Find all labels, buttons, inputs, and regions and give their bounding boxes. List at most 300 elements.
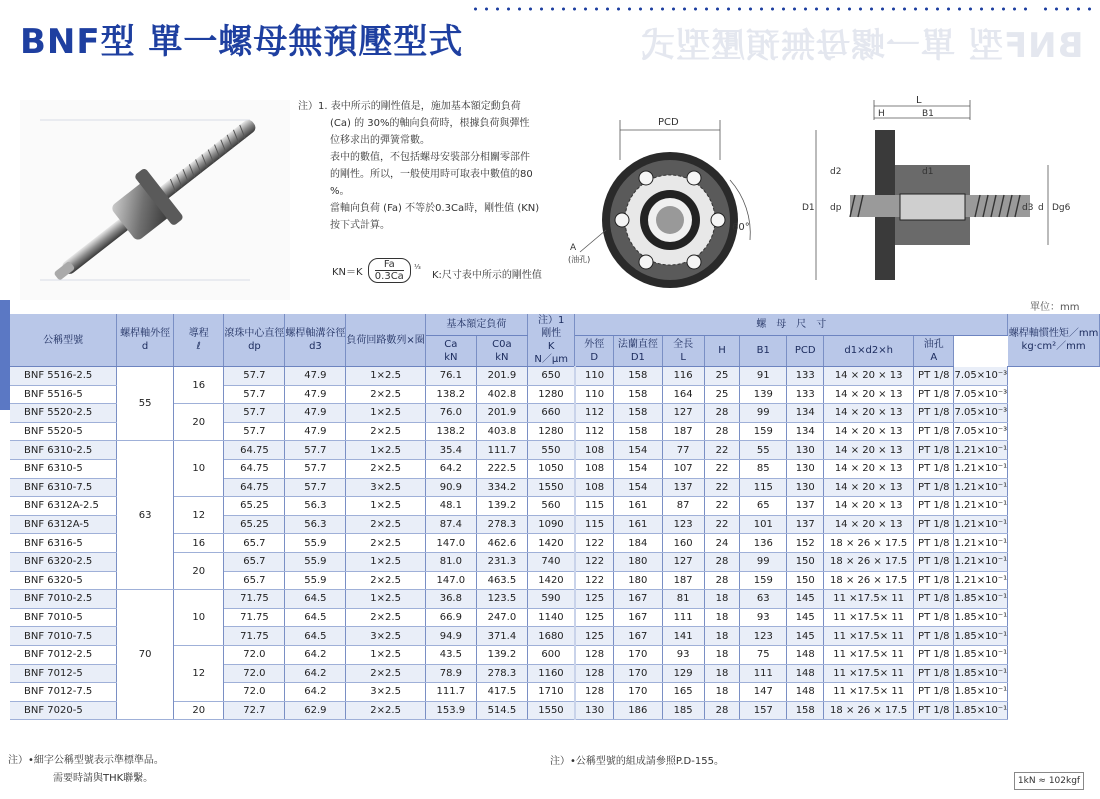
table-cell: 65.7	[224, 534, 285, 553]
col-rigidity: 注）1 剛性 K N／μm	[527, 314, 575, 367]
table-cell: 160	[662, 534, 704, 553]
col-ca: Ca kN	[425, 335, 476, 366]
table-cell: 71.75	[224, 627, 285, 646]
table-cell: 57.7	[285, 478, 346, 497]
table-cell: 7.05×10⁻³	[954, 404, 1008, 423]
table-cell: 128	[575, 664, 614, 683]
table-cell: 159	[740, 422, 787, 441]
table-cell: PT 1/8	[914, 552, 954, 571]
table-cell: 22	[704, 478, 740, 497]
table-cell: 148	[787, 683, 824, 702]
table-cell: PT 1/8	[914, 590, 954, 609]
table-cell: PT 1/8	[914, 534, 954, 553]
angle-label: 60°	[732, 222, 750, 233]
table-cell: 75	[740, 645, 787, 664]
table-cell: 153.9	[425, 701, 476, 720]
table-cell: PT 1/8	[914, 701, 954, 720]
col-h: H	[704, 335, 740, 366]
table-cell: 122	[575, 534, 614, 553]
table-cell: 81.0	[425, 552, 476, 571]
table-cell: 187	[662, 422, 704, 441]
table-cell: 72.0	[224, 664, 285, 683]
table-cell: 28	[704, 571, 740, 590]
table-cell: BNF 7012-5	[10, 664, 117, 683]
table-cell: 55.9	[285, 534, 346, 553]
table-cell: 11 ×17.5× 11	[824, 608, 914, 627]
note-line: %。	[330, 186, 350, 197]
table-cell: 25	[704, 385, 740, 404]
table-cell: BNF 7010-2.5	[10, 590, 117, 609]
d-label: d	[1038, 203, 1044, 213]
table-cell: 93	[740, 608, 787, 627]
footnote-model-code: 注）•公稱型號的組成請參照P.D-155。	[550, 756, 724, 767]
table-cell: 161	[614, 515, 663, 534]
table-cell: 122	[575, 552, 614, 571]
formula-fraction	[368, 258, 411, 283]
table-cell: BNF 6312A-5	[10, 515, 117, 534]
table-cell: 138.2	[425, 422, 476, 441]
table-cell: 71.75	[224, 608, 285, 627]
table-cell: 14 × 20 × 13	[824, 459, 914, 478]
table-cell: 94.9	[425, 627, 476, 646]
table-cell: 2×2.5	[346, 571, 425, 590]
d2-label: d2	[830, 167, 842, 177]
table-cell: 76.1	[425, 367, 476, 386]
note-line: 的剛性。所以，一般使用時可取表中數值的80	[330, 169, 533, 180]
table-cell: 14 × 20 × 13	[824, 515, 914, 534]
table-cell: 128	[575, 683, 614, 702]
table-cell: 550	[527, 441, 575, 460]
table-cell: 2×2.5	[346, 422, 425, 441]
table-cell: 11 ×17.5× 11	[824, 590, 914, 609]
table-cell: 122	[575, 571, 614, 590]
table-cell: 47.9	[285, 367, 346, 386]
col-inertia: 螺桿軸慣性矩／mm kg·cm²／mm	[1008, 314, 1100, 367]
table-cell: PT 1/8	[914, 645, 954, 664]
table-cell: 139.2	[476, 497, 527, 516]
table-cell: 107	[662, 459, 704, 478]
table-cell: 1.21×10⁻¹	[954, 441, 1008, 460]
k-description: K:尺寸表中所示的剛性值	[432, 270, 542, 281]
table-cell: BNF 6316-5	[10, 534, 117, 553]
table-cell: PT 1/8	[914, 441, 954, 460]
table-cell: 128	[575, 645, 614, 664]
table-cell: 63	[740, 590, 787, 609]
table-cell: BNF 6312A-2.5	[10, 497, 117, 516]
table-cell: BNF 7010-5	[10, 608, 117, 627]
table-cell: 1.85×10⁻¹	[954, 645, 1008, 664]
table-cell: 47.9	[285, 422, 346, 441]
note-line: 注）1. 表中所示的剛性值是，施加基本額定動負荷	[298, 101, 521, 112]
table-cell: 514.5	[476, 701, 527, 720]
table-cell: 87	[662, 497, 704, 516]
table-cell: 110	[575, 367, 614, 386]
table-cell: 1050	[527, 459, 575, 478]
table-cell: 62.9	[285, 701, 346, 720]
table-cell: 18 × 26 × 17.5	[824, 534, 914, 553]
table-cell: 1.85×10⁻¹	[954, 664, 1008, 683]
table-cell: 1.21×10⁻¹	[954, 459, 1008, 478]
h-label: H	[878, 109, 885, 119]
table-cell: 65.7	[224, 552, 285, 571]
table-cell: 1×2.5	[346, 367, 425, 386]
oil-hole-label: (油孔)	[568, 255, 591, 264]
table-cell: 158	[614, 385, 663, 404]
table-row	[10, 645, 1100, 664]
col-pcd: PCD	[787, 335, 824, 366]
table-cell: 16	[174, 534, 224, 553]
table-cell: BNF 5520-2.5	[10, 404, 117, 423]
table-cell: 18 × 26 × 17.5	[824, 552, 914, 571]
table-cell: 11 ×17.5× 11	[824, 627, 914, 646]
table-cell: 64.2	[285, 664, 346, 683]
table-row	[10, 552, 1100, 571]
table-cell: 64.2	[425, 459, 476, 478]
table-cell: 1.21×10⁻¹	[954, 515, 1008, 534]
table-cell: 158	[787, 701, 824, 720]
formula-exponent: ⅓	[414, 263, 421, 272]
table-cell: 18	[704, 683, 740, 702]
footnote-line: 注）•細字公稱型號表示準標準品。	[8, 755, 164, 766]
table-cell: 1×2.5	[346, 404, 425, 423]
table-cell: 1.21×10⁻¹	[954, 552, 1008, 571]
table-cell: 18	[704, 664, 740, 683]
table-cell: 1680	[527, 627, 575, 646]
table-cell: 81	[662, 590, 704, 609]
table-cell: 1550	[527, 478, 575, 497]
table-cell: 1.21×10⁻¹	[954, 534, 1008, 553]
table-cell: 141	[662, 627, 704, 646]
table-cell: BNF 5520-5	[10, 422, 117, 441]
table-cell: 14 × 20 × 13	[824, 441, 914, 460]
table-cell: BNF 7010-7.5	[10, 627, 117, 646]
table-cell: 1160	[527, 664, 575, 683]
table-cell: 64.5	[285, 627, 346, 646]
col-circuits: 負荷回路數列×圈	[346, 314, 425, 367]
table-cell: 278.3	[476, 515, 527, 534]
table-cell: 2×2.5	[346, 459, 425, 478]
table-cell: 417.5	[476, 683, 527, 702]
col-b1: B1	[740, 335, 787, 366]
oil-hole-a-label: A	[570, 243, 577, 253]
table-cell: BNF 6310-7.5	[10, 478, 117, 497]
table-cell: 55	[117, 367, 174, 441]
table-cell: 127	[662, 404, 704, 423]
table-cell: 590	[527, 590, 575, 609]
table-cell: 2×2.5	[346, 515, 425, 534]
table-cell: 35.4	[425, 441, 476, 460]
table-cell: 64.5	[285, 608, 346, 627]
table-cell: 180	[614, 552, 663, 571]
table-cell: 65	[740, 497, 787, 516]
table-cell: 1.85×10⁻¹	[954, 627, 1008, 646]
table-cell: 130	[575, 701, 614, 720]
table-cell: 134	[787, 422, 824, 441]
table-cell: 22	[704, 515, 740, 534]
flange-d-label: D1	[802, 203, 815, 213]
side-tab	[0, 300, 10, 410]
table-cell: 22	[704, 441, 740, 460]
table-cell: 18	[704, 627, 740, 646]
table-cell: 187	[662, 571, 704, 590]
table-cell: 201.9	[476, 367, 527, 386]
table-cell: 130	[787, 459, 824, 478]
dp-label: dp	[830, 203, 842, 213]
table-cell: 201.9	[476, 404, 527, 423]
table-cell: 125	[575, 608, 614, 627]
table-cell: 152	[787, 534, 824, 553]
table-cell: 28	[704, 422, 740, 441]
table-cell: 1.85×10⁻¹	[954, 701, 1008, 720]
table-cell: 1.21×10⁻¹	[954, 571, 1008, 590]
table-cell: 10	[174, 590, 224, 646]
col-rated-load: 基本額定負荷	[425, 314, 527, 335]
table-cell: 18	[704, 608, 740, 627]
col-holes: d1×d2×h	[824, 335, 914, 366]
col-lead: 導程 ℓ	[174, 314, 224, 367]
table-cell: 1.21×10⁻¹	[954, 497, 1008, 516]
table-cell: 14 × 20 × 13	[824, 497, 914, 516]
table-cell: 116	[662, 367, 704, 386]
table-cell: 158	[614, 404, 663, 423]
table-cell: 1×2.5	[346, 497, 425, 516]
table-cell: 123	[662, 515, 704, 534]
col-model: 公稱型號	[10, 314, 117, 367]
table-cell: 85	[740, 459, 787, 478]
table-cell: 150	[787, 571, 824, 590]
table-cell: 90.9	[425, 478, 476, 497]
col-c0a: C0a kN	[476, 335, 527, 366]
table-cell: 371.4	[476, 627, 527, 646]
table-cell: 65.25	[224, 515, 285, 534]
table-cell: 56.3	[285, 515, 346, 534]
table-cell: 184	[614, 534, 663, 553]
table-row	[10, 404, 1100, 423]
table-cell: 165	[662, 683, 704, 702]
table-cell: 111.7	[425, 683, 476, 702]
table-cell: 57.7	[285, 441, 346, 460]
table-cell: 36.8	[425, 590, 476, 609]
col-oil: 油孔 A	[914, 335, 954, 366]
table-cell: 1420	[527, 534, 575, 553]
decorative-dot-line	[470, 6, 1030, 12]
b1-label: B1	[922, 109, 934, 119]
table-cell: 7.05×10⁻³	[954, 422, 1008, 441]
table-cell: 14 × 20 × 13	[824, 385, 914, 404]
table-cell: 170	[614, 683, 663, 702]
formula-lhs: KN＝K	[332, 267, 363, 278]
table-cell: 147	[740, 683, 787, 702]
table-cell: 57.7	[285, 459, 346, 478]
table-cell: 65.7	[224, 571, 285, 590]
table-cell: PT 1/8	[914, 664, 954, 683]
table-cell: 3×2.5	[346, 478, 425, 497]
table-cell: PT 1/8	[914, 459, 954, 478]
table-cell: 14 × 20 × 13	[824, 367, 914, 386]
table-cell: 93	[662, 645, 704, 664]
table-cell: 127	[662, 552, 704, 571]
table-cell: 123	[740, 627, 787, 646]
table-cell: 145	[787, 590, 824, 609]
table-cell: PT 1/8	[914, 367, 954, 386]
table-cell: 12	[174, 645, 224, 701]
table-cell: 130	[787, 441, 824, 460]
table-cell: 147.0	[425, 534, 476, 553]
table-cell: 20	[174, 404, 224, 441]
table-cell: 99	[740, 552, 787, 571]
table-cell: 130	[787, 478, 824, 497]
table-cell: 167	[614, 590, 663, 609]
table-cell: 10	[174, 441, 224, 497]
table-cell: 14 × 20 × 13	[824, 404, 914, 423]
table-cell: 154	[614, 459, 663, 478]
table-cell: PT 1/8	[914, 515, 954, 534]
table-row	[10, 534, 1100, 553]
table-cell: 154	[614, 441, 663, 460]
table-cell: 28	[704, 404, 740, 423]
table-cell: 14 × 20 × 13	[824, 478, 914, 497]
table-cell: 1280	[527, 385, 575, 404]
table-cell: 65.25	[224, 497, 285, 516]
table-cell: 99	[740, 404, 787, 423]
table-cell: PT 1/8	[914, 571, 954, 590]
table-cell: 57.7	[224, 367, 285, 386]
table-cell: BNF 6310-2.5	[10, 441, 117, 460]
table-cell: 18	[704, 645, 740, 664]
table-cell: 115	[575, 515, 614, 534]
page-title: BNF型 單一螺母無預壓型式	[20, 22, 464, 62]
table-cell: 115	[740, 478, 787, 497]
table-cell: 185	[662, 701, 704, 720]
table-cell: 25	[704, 367, 740, 386]
d1-label: d1	[922, 167, 934, 177]
table-cell: 18	[704, 590, 740, 609]
table-cell: PT 1/8	[914, 497, 954, 516]
table-cell: 1090	[527, 515, 575, 534]
rigidity-formula	[332, 258, 421, 283]
table-cell: 72.7	[224, 701, 285, 720]
table-cell: 158	[614, 367, 663, 386]
table-cell: BNF 6320-5	[10, 571, 117, 590]
table-cell: 133	[787, 367, 824, 386]
col-nut-dims: 螺 母 尺 寸	[575, 314, 1008, 335]
table-cell: 11 ×17.5× 11	[824, 664, 914, 683]
table-cell: PT 1/8	[914, 404, 954, 423]
nut-front-view-drawing	[560, 100, 790, 300]
table-cell: 403.8	[476, 422, 527, 441]
table-cell: 7.05×10⁻³	[954, 385, 1008, 404]
table-cell: 28	[704, 552, 740, 571]
pcd-label: PCD	[658, 117, 679, 128]
length-label: L	[916, 95, 922, 106]
table-row	[10, 367, 1100, 386]
table-cell: 462.6	[476, 534, 527, 553]
table-cell: 180	[614, 571, 663, 590]
table-cell: 20	[174, 701, 224, 720]
formula-denominator: 0.3Ca	[374, 271, 404, 282]
table-cell: 139	[740, 385, 787, 404]
table-cell: 334.2	[476, 478, 527, 497]
table-cell: 170	[614, 645, 663, 664]
table-cell: 64.2	[285, 645, 346, 664]
table-cell: PT 1/8	[914, 683, 954, 702]
table-cell: 2×2.5	[346, 534, 425, 553]
table-cell: 47.9	[285, 385, 346, 404]
ballscrew-photo	[20, 100, 290, 300]
dg6-label: Dg6	[1052, 203, 1071, 213]
table-cell: 170	[614, 664, 663, 683]
table-cell: BNF 6310-5	[10, 459, 117, 478]
table-cell: 111	[662, 608, 704, 627]
table-cell: 91	[740, 367, 787, 386]
table-cell: 137	[787, 515, 824, 534]
table-cell: 1280	[527, 422, 575, 441]
table-cell: BNF 5516-5	[10, 385, 117, 404]
rigidity-notes	[298, 98, 556, 234]
table-cell: 64.75	[224, 441, 285, 460]
table-cell: 2×2.5	[346, 701, 425, 720]
note-line: 按下式計算。	[330, 220, 390, 231]
table-cell: 164	[662, 385, 704, 404]
table-cell: 222.5	[476, 459, 527, 478]
table-cell: 1420	[527, 571, 575, 590]
table-cell: 11 ×17.5× 11	[824, 683, 914, 702]
decorative-dot-line-right	[1040, 6, 1095, 12]
nut-side-view-drawing	[790, 90, 1090, 300]
table-cell: 22	[704, 459, 740, 478]
table-cell: 167	[614, 608, 663, 627]
table-cell: 57.7	[224, 404, 285, 423]
table-cell: 161	[614, 497, 663, 516]
col-thread-root: 螺桿軸溝谷徑 d3	[285, 314, 346, 367]
table-cell: 1×2.5	[346, 590, 425, 609]
table-cell: 43.5	[425, 645, 476, 664]
table-cell: 108	[575, 441, 614, 460]
table-row	[10, 590, 1100, 609]
table-cell: 14 × 20 × 13	[824, 422, 914, 441]
table-cell: 133	[787, 385, 824, 404]
table-cell: BNF 6320-2.5	[10, 552, 117, 571]
table-cell: BNF 7012-2.5	[10, 645, 117, 664]
table-cell: 18 × 26 × 17.5	[824, 571, 914, 590]
table-cell: 7.05×10⁻³	[954, 367, 1008, 386]
table-cell: 2×2.5	[346, 664, 425, 683]
table-cell: 111.7	[476, 441, 527, 460]
table-cell: 108	[575, 478, 614, 497]
table-cell: 57.7	[224, 385, 285, 404]
table-cell: 136	[740, 534, 787, 553]
formula-numerator: Fa	[375, 259, 404, 271]
table-cell: 20	[174, 552, 224, 589]
table-cell: 167	[614, 627, 663, 646]
table-cell: 138.2	[425, 385, 476, 404]
footnote-line: 需要時請與THK聯繫。	[53, 773, 154, 784]
table-cell: 78.9	[425, 664, 476, 683]
table-cell: 139.2	[476, 645, 527, 664]
table-cell: 3×2.5	[346, 627, 425, 646]
note-line: (Ca) 的 30%的軸向負荷時，根據負荷與彈性	[330, 118, 530, 129]
table-cell: 125	[575, 590, 614, 609]
table-cell: 150	[787, 552, 824, 571]
table-cell: 18 × 26 × 17.5	[824, 701, 914, 720]
table-cell: 66.9	[425, 608, 476, 627]
note-line: 當軸向負荷 (Fa) 不等於0.3Ca時，剛性值 (KN)	[330, 203, 540, 214]
table-cell: 278.3	[476, 664, 527, 683]
table-cell: 159	[740, 571, 787, 590]
table-cell: 650	[527, 367, 575, 386]
col-ball-center: 滾珠中心直徑 dp	[224, 314, 285, 367]
table-cell: 463.5	[476, 571, 527, 590]
